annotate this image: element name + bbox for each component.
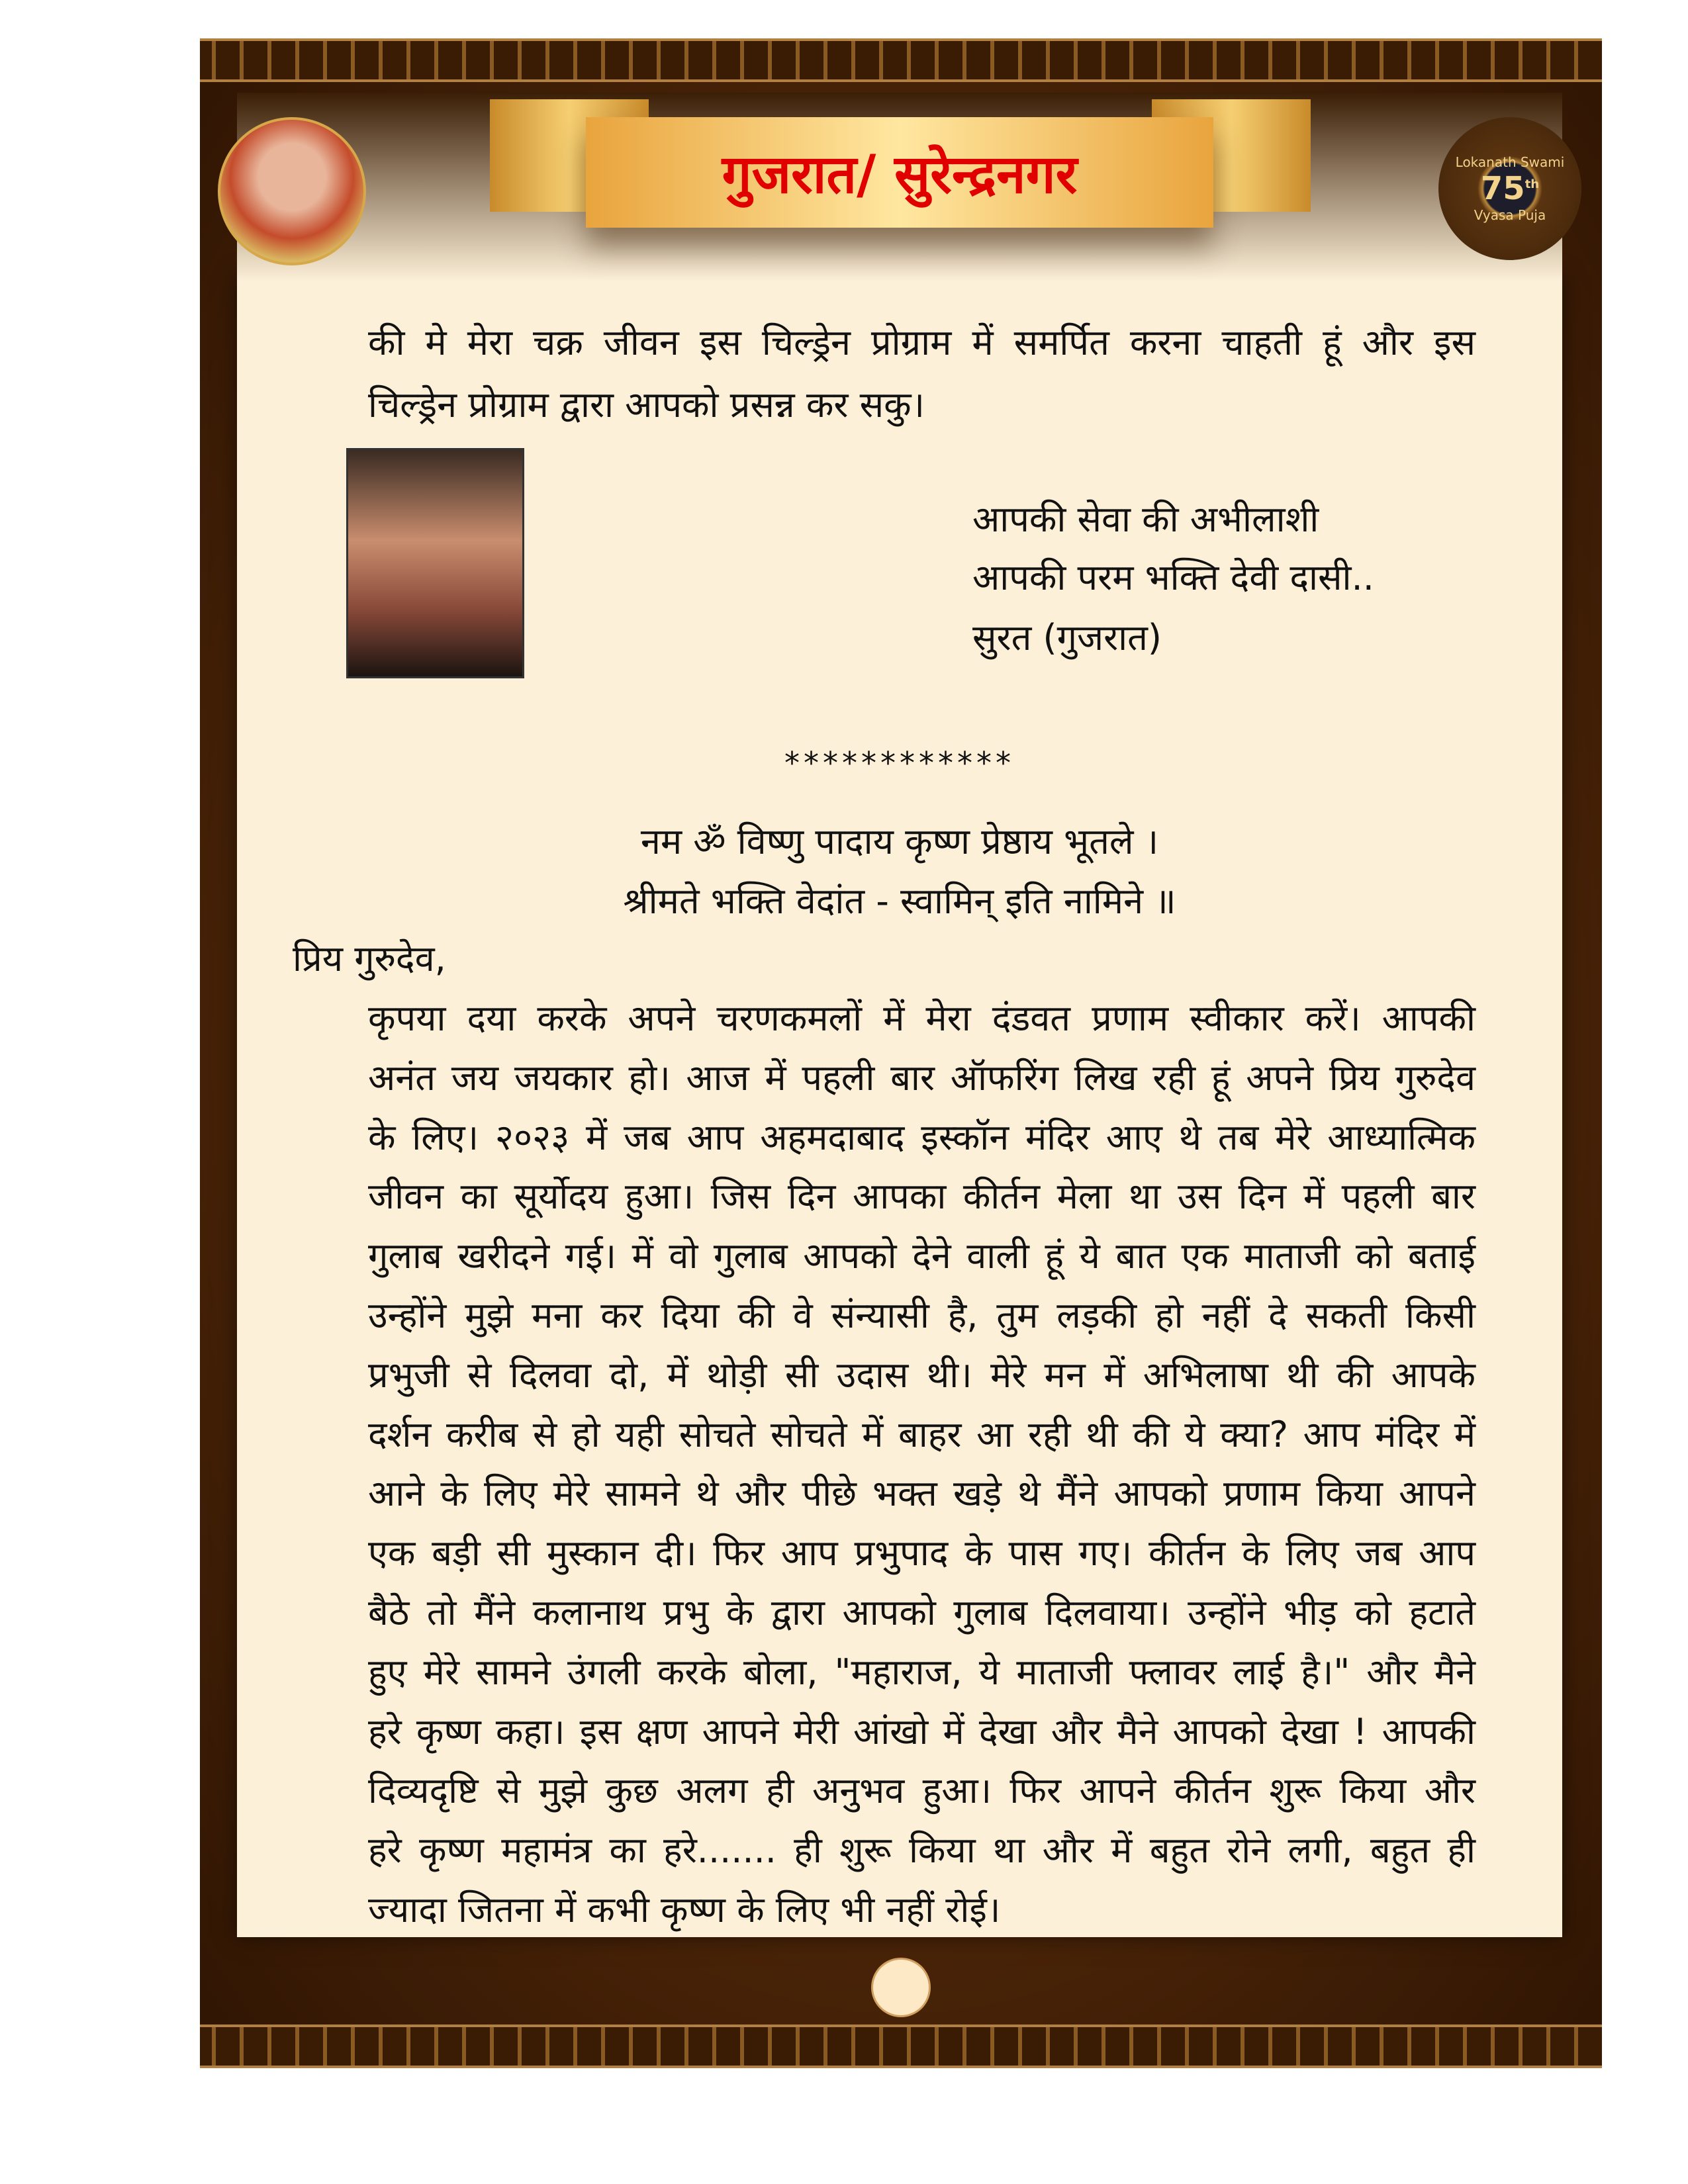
bottom-border-band (200, 2025, 1602, 2068)
body-line: बैठे तो मैंने कलानाथ प्रभु के द्वारा आपको गुलाब दिलवाया। उन्होंने भीड़ को हटाते (368, 1592, 1476, 1633)
top-border-band (200, 38, 1602, 82)
intro-line: की मे मेरा चक्र जीवन इस चिल्ड्रेन प्रोग्राम में समर्पित करना चाहती हूं और इस (368, 322, 1476, 363)
page-marker-circle (871, 1958, 931, 2017)
body-line: हरे कृष्ण महामंत्र का हरे....... ही शुरू किया था और में बहुत रोने लगी, बहुत ही (368, 1829, 1476, 1871)
page-title: गुजरात/ सुरेन्द्रनगर (722, 144, 1078, 205)
author-photo (346, 448, 524, 678)
logo-top-text: Lokanath Swami (1455, 154, 1565, 170)
vyasa-puja-logo (1438, 117, 1581, 260)
shloka-line: नम ॐ विष्णु पादाय कृष्ण प्रेष्ठाय भूतले । (640, 821, 1159, 862)
body-line: के लिए। २०२३ में जब आप अहमदाबाद इस्कॉन मंदिर आए थे तब मेरे आध्यात्मिक (368, 1116, 1476, 1158)
intro-line: चिल्ड्रेन प्रोग्राम द्वारा आपको प्रसन्न कर सकु। (368, 384, 925, 426)
body-line: जीवन का सूर्योदय हुआ। जिस दिन आपका कीर्तन मेला था उस दिन में पहली बार (368, 1175, 1476, 1217)
separator: ************ (784, 745, 1015, 781)
body-line: हरे कृष्ण कहा। इस क्षण आपने मेरी आंखो में देखा और मैने आपको देखा ! आपकी (368, 1711, 1476, 1752)
shloka-line: श्रीमते भक्ति वेदांत - स्वामिन् इति नामिने ॥ (623, 880, 1176, 922)
logo-bottom-text: Vyasa Puja (1474, 207, 1546, 223)
body-line: कृपया दया करके अपने चरणकमलों में मेरा दंडवत प्रणाम स्वीकार करें। आपकी (368, 997, 1476, 1039)
body-line: उन्होंने मुझे मना कर दिया की वे संन्यासी है, तुम लड़की हो नहीं दे सकती किसी (368, 1295, 1476, 1336)
body-line: एक बड़ी सी मुस्कान दी। फिर आप प्रभुपाद के पास गए। कीर्तन के लिए जब आप (368, 1532, 1476, 1574)
body-line: गुलाब खरीदने गई। में वो गुलाब आपको देने वाली हूं ये बात एक माताजी को बताई (368, 1235, 1476, 1277)
body-line: ज्यादा जितना में कभी कृष्ण के लिए भी नहीं रोई। (368, 1889, 1001, 1931)
signature-line: आपकी सेवा की अभीलाशी (972, 498, 1319, 540)
title-banner (586, 117, 1213, 228)
logo-number: 75th (1480, 170, 1540, 207)
guru-portrait (218, 117, 366, 265)
signature-line: आपकी परम भक्ति देवी दासी.. (972, 557, 1374, 598)
body-line: अनंत जय जयकार हो। आज में पहली बार ऑफरिंग लिख रही हूं अपने प्रिय गुरुदेव (368, 1057, 1476, 1099)
salutation: प्रिय गुरुदेव, (293, 938, 446, 979)
body-line: दर्शन करीब से हो यही सोचते सोचते में बाहर आ रही थी की ये क्या? आप मंदिर में (368, 1414, 1476, 1455)
body-line: दिव्यदृष्टि से मुझे कुछ अलग ही अनुभव हुआ। फिर आपने कीर्तन शुरू किया और (368, 1770, 1476, 1811)
body-line: प्रभुजी से दिलवा दो, में थोड़ी सी उदास थी। मेरे मन में अभिलाषा थी की आपके (368, 1354, 1476, 1396)
body-line: हुए मेरे सामने उंगली करके बोला, "महाराज, ये माताजी फ्लावर लाई है।" और मैने (368, 1651, 1476, 1693)
signature-line: सुरत (गुजरात) (972, 617, 1162, 659)
body-line: आने के लिए मेरे सामने थे और पीछे भक्त खड़े थे मैंने आपको प्रणाम किया आपने (368, 1473, 1476, 1514)
